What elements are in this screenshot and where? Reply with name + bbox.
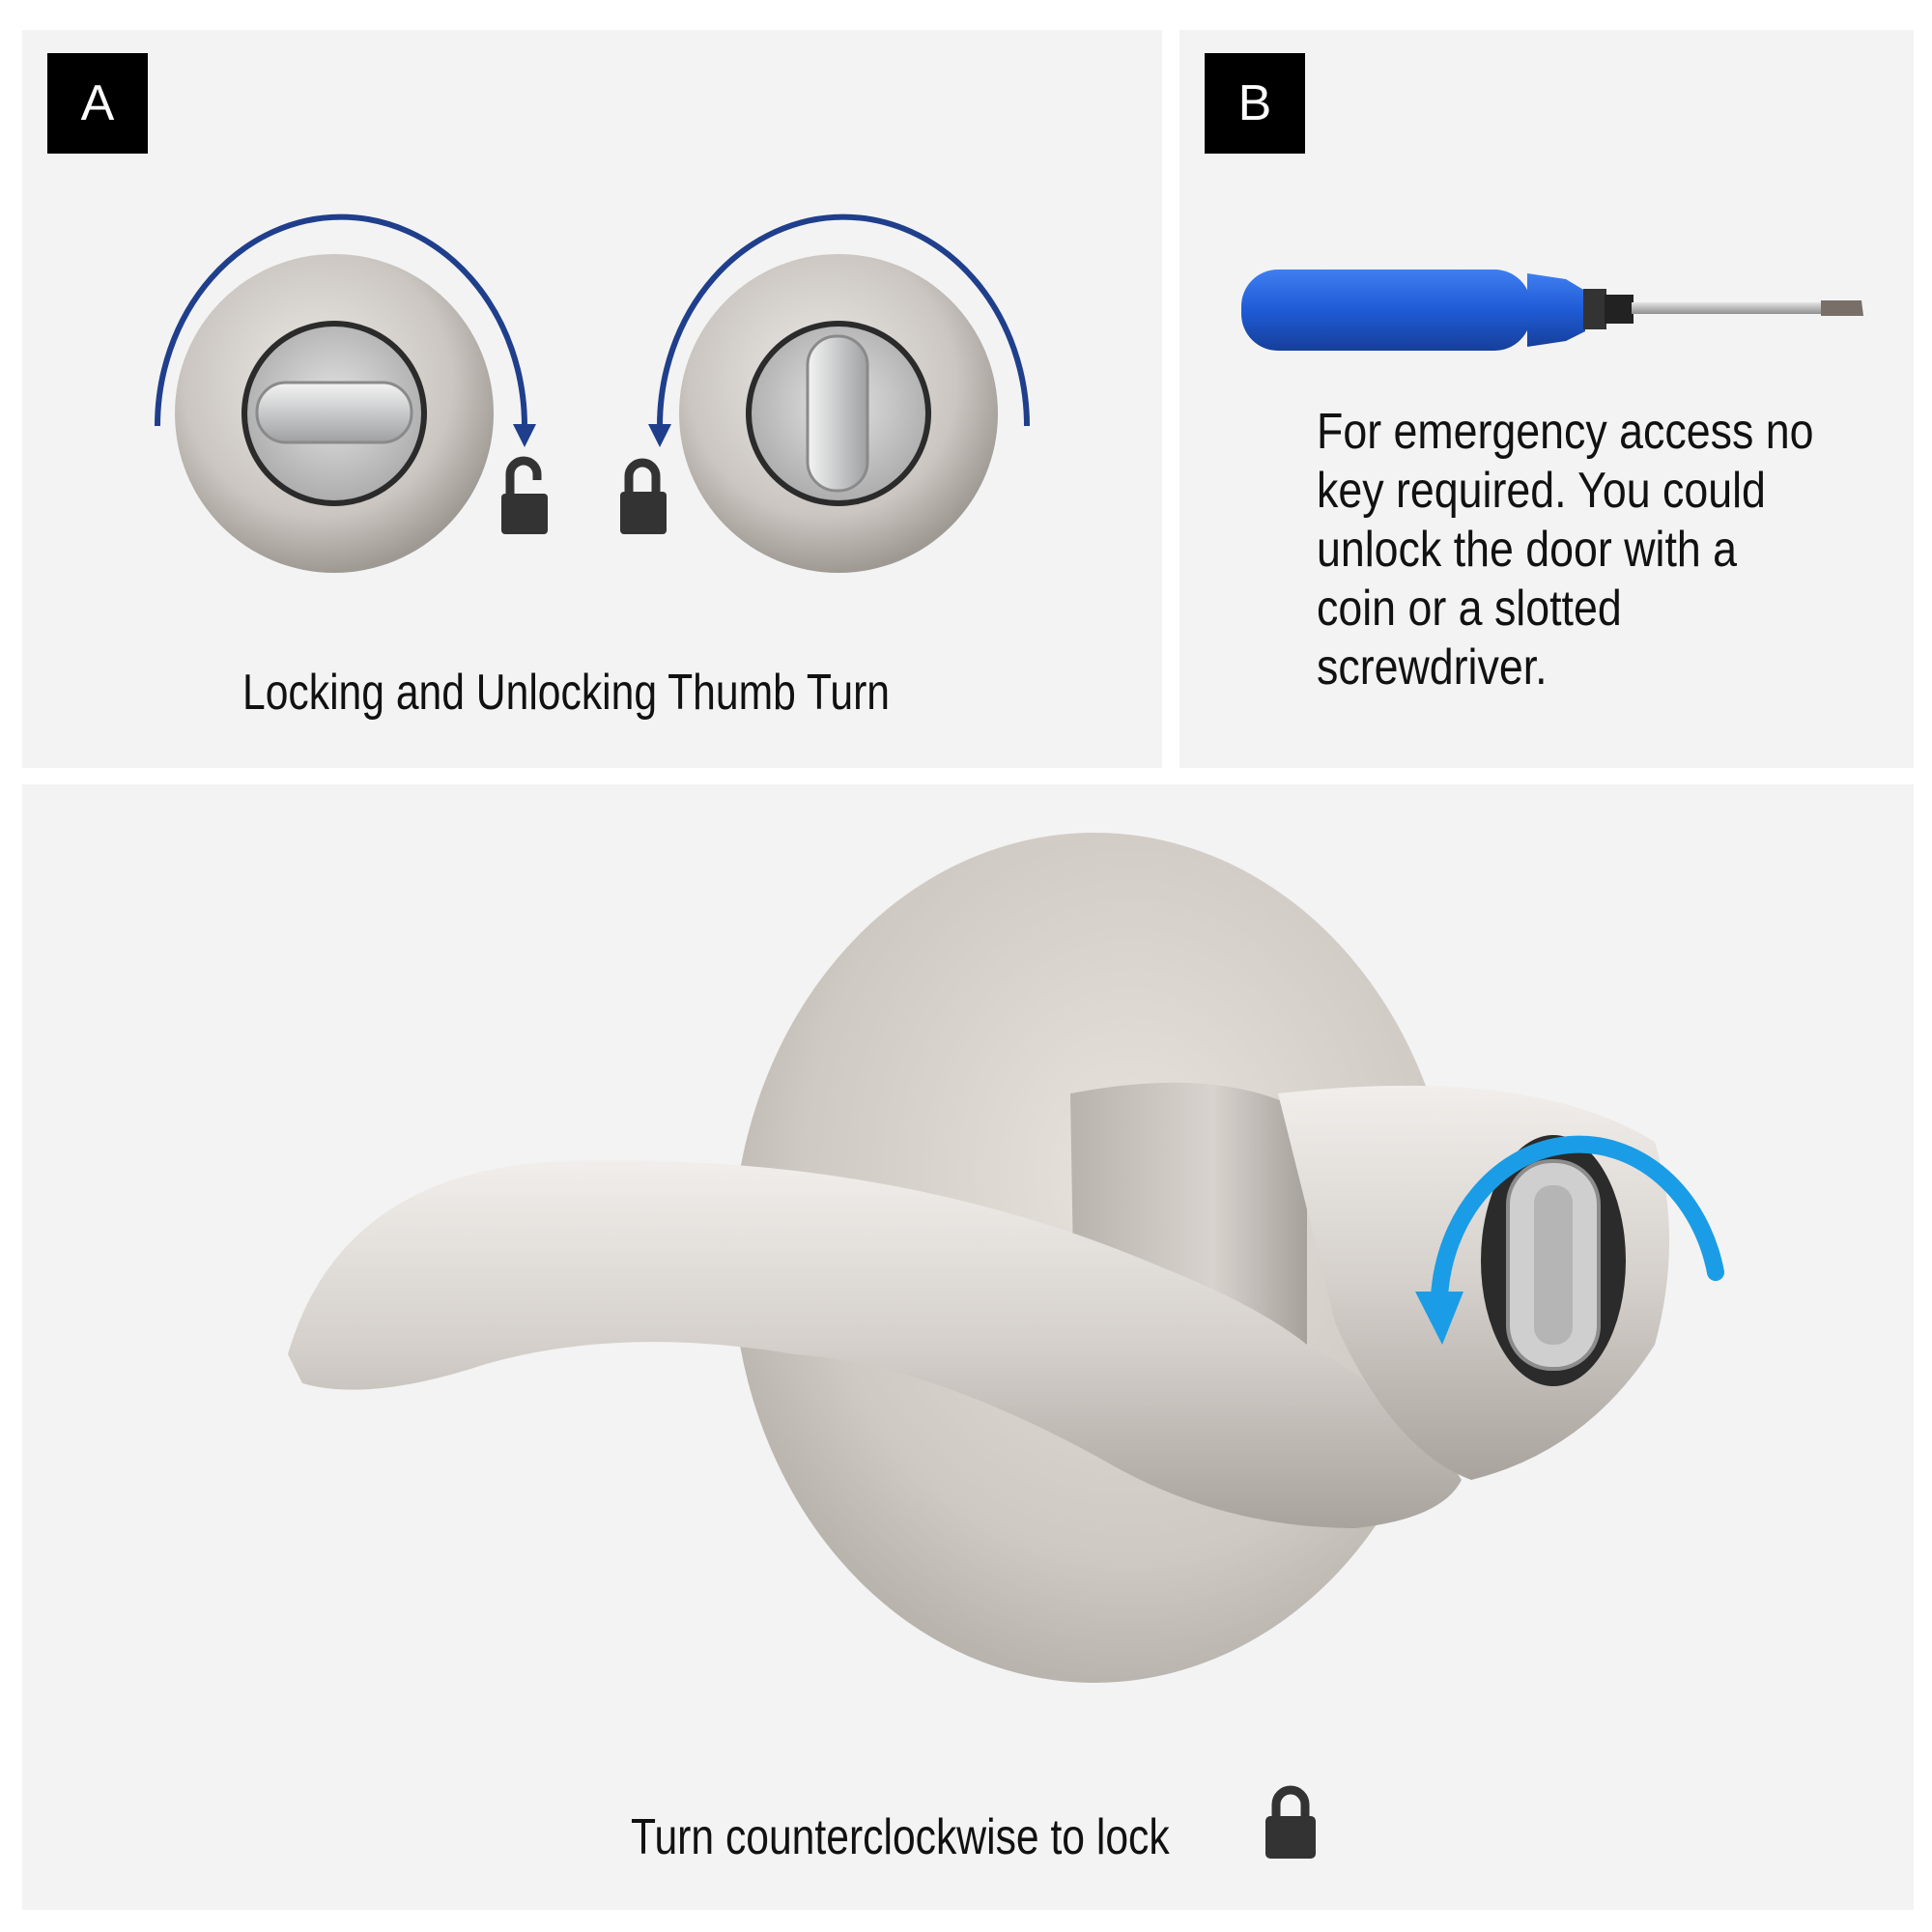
panel-b: [1179, 30, 1914, 768]
clockwise-arrow-head: [513, 424, 536, 447]
lever-handle-illustration: [22, 784, 1914, 1750]
panel-a-caption: Locking and Unlocking Thumb Turn: [242, 665, 891, 721]
thumb-turn-right: [679, 254, 998, 573]
screwdriver-icon: [1179, 30, 1914, 320]
thumb-turn-left: [175, 254, 494, 573]
panel-b-badge: B: [1205, 53, 1305, 154]
thumb-turn-slot: [1534, 1185, 1573, 1345]
counterclockwise-arrow-head: [648, 424, 671, 447]
emergency-access-text: For emergency access no key required. You could unlock the door with a coin or a slotted screwdriver.: [1317, 404, 1814, 696]
panel-a-badge: A: [47, 53, 148, 154]
locked-padlock-icon: [1262, 1783, 1320, 1861]
thumb-turn-illustration: [22, 30, 1162, 768]
panel-c-caption: Turn counterclockwise to lock: [631, 1809, 1170, 1865]
panel-c: [22, 784, 1914, 1910]
panel-a: [22, 30, 1162, 768]
unlocked-padlock-icon: [501, 461, 548, 534]
locked-padlock-icon: [620, 463, 667, 534]
